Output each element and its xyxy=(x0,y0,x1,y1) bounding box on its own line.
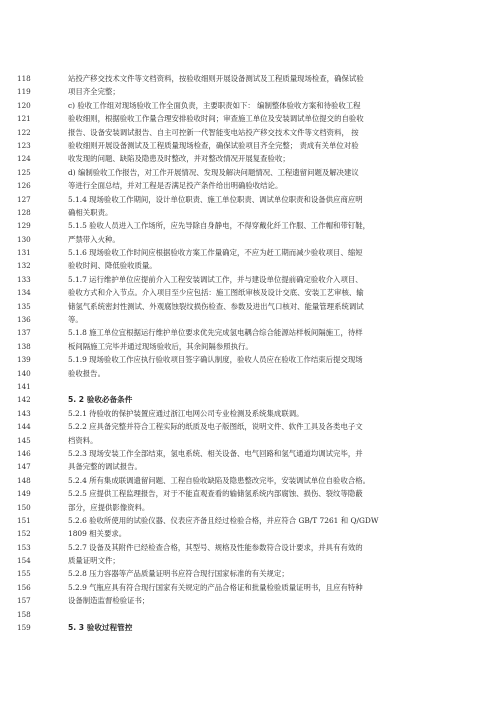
line-number: 151 xyxy=(17,515,31,525)
line-number: 123 xyxy=(17,140,31,150)
line-number: 137 xyxy=(17,328,31,338)
line-number: 125 xyxy=(17,167,31,177)
line-number: 156 xyxy=(17,582,31,592)
line-number: 122 xyxy=(17,127,31,137)
line-text: 验收报告。 xyxy=(68,368,105,378)
line-number: 130 xyxy=(17,234,31,244)
line-text: 5.2.4 所有集成联调遗留问题、工程自验收缺陷及隐患整改完毕，安装调试单位自验收合格。 xyxy=(68,475,371,485)
line-number: 120 xyxy=(17,100,31,110)
line-text: 等。 xyxy=(68,315,83,325)
line-text: c) 验收工作组对现场验收工作全面负责，主要职责如下： 编制整体验收方案和待验收工程 xyxy=(68,100,361,110)
line-number: 141 xyxy=(17,381,31,391)
text-line xyxy=(17,447,448,460)
text-line xyxy=(17,527,448,540)
line-number: 155 xyxy=(17,569,31,579)
line-number: 149 xyxy=(17,489,31,499)
text-line xyxy=(17,434,448,447)
line-text: 验收细则，根据验收工作量合理安排验收时间；审查施工单位及安装调试单位提交的自验收 xyxy=(68,114,364,124)
section-heading: 5. 2 验收必备条件 xyxy=(68,395,133,405)
line-number: 150 xyxy=(17,502,31,512)
text-line xyxy=(17,300,448,313)
line-text: 5.1.9 现场验收工作应执行验收项目签字确认制度，验收人员应在验收工作结束后提交现场 xyxy=(68,355,363,365)
line-text: 确相关职责。 xyxy=(68,207,113,217)
line-number: 121 xyxy=(17,114,31,124)
line-number: 157 xyxy=(17,596,31,606)
line-text: 严禁带入火种。 xyxy=(68,234,120,244)
line-text: 质量证明文件； xyxy=(68,556,120,566)
text-line xyxy=(17,581,448,594)
text-line xyxy=(17,340,448,353)
line-text: 5.1.8 施工单位宜根据运行维护单位要求优先完成氢电耦合综合能源站样板间隔施工，待样 xyxy=(68,328,363,338)
line-number: 146 xyxy=(17,448,31,458)
text-line xyxy=(17,139,448,152)
line-number: 144 xyxy=(17,422,31,432)
line-text: 5.1.6 现场验收工作时间应根据验收方案工作量确定，不应为赶工期而减少验收项目、缩短 xyxy=(68,248,363,258)
text-line xyxy=(17,206,448,219)
section-heading: 5. 3 验收过程管控 xyxy=(68,623,133,633)
text-body xyxy=(17,72,448,634)
line-number: 148 xyxy=(17,475,31,485)
text-line xyxy=(17,193,448,206)
text-line xyxy=(17,112,448,125)
line-number: 154 xyxy=(17,556,31,566)
line-number: 138 xyxy=(17,341,31,351)
text-line xyxy=(17,474,448,487)
line-text: 1809 相关要求。 xyxy=(68,529,127,539)
line-text: 储氢气系统密封性测试、外观腐蚀裂纹损伤检查、参数及进出气口核对、能量管理系统调试 xyxy=(68,301,364,311)
text-line xyxy=(17,420,448,433)
line-number: 139 xyxy=(17,355,31,365)
text-line xyxy=(17,608,448,621)
line-number: 128 xyxy=(17,207,31,217)
text-line xyxy=(17,501,448,514)
text-line xyxy=(17,487,448,500)
line-text: 5.2.2 应具备完整并符合工程实际的纸质及电子版图纸，说明文件、软件工具及各类电子文 xyxy=(68,422,363,432)
line-number: 124 xyxy=(17,154,31,164)
line-text: 5.2.8 压力容器等产品质量证明书应符合现行国家标准的有关规定； xyxy=(68,569,289,579)
line-number: 133 xyxy=(17,274,31,284)
line-number: 136 xyxy=(17,315,31,325)
line-text: 具备完整的调试报告。 xyxy=(68,462,142,472)
text-line xyxy=(17,367,448,380)
line-number: 127 xyxy=(17,194,31,204)
line-text: 5.1.7 运行维护单位应提前介入工程安装调试工作，并与建设单位提前确定验收介入项目、 xyxy=(68,274,363,284)
text-line xyxy=(17,233,448,246)
line-text: 项目齐全完整； xyxy=(68,87,120,97)
line-text: 档资料。 xyxy=(68,435,98,445)
line-number: 142 xyxy=(17,395,31,405)
line-number: 152 xyxy=(17,529,31,539)
text-line xyxy=(17,407,448,420)
text-line xyxy=(17,179,448,192)
section-heading-line xyxy=(17,393,448,406)
text-line xyxy=(17,326,448,339)
line-text: 5.2.6 验收所使用的试验仪器、仪表应齐备且经过检验合格，并应符合 GB/T 7261 和 Q/GDW xyxy=(68,515,379,525)
text-line xyxy=(17,259,448,272)
line-text: 收发现的问题、缺陷及隐患及时整改，并对整改情况开展复查验收； xyxy=(68,154,290,164)
line-number: 134 xyxy=(17,288,31,298)
line-text: 部分，应提供影像资料。 xyxy=(68,502,150,512)
line-number: 159 xyxy=(17,623,31,633)
line-text: 5.1.4 现场验收工作期间，设计单位职责、施工单位职责、调试单位职责和设备供应商应明 xyxy=(68,194,363,204)
text-line xyxy=(17,541,448,554)
line-number: 129 xyxy=(17,221,31,231)
text-line xyxy=(17,514,448,527)
text-line xyxy=(17,166,448,179)
line-text: 等进行全面总结，并对工程是否满足投产条件给出明确验收结论。 xyxy=(68,181,283,191)
text-line xyxy=(17,99,448,112)
text-line xyxy=(17,594,448,607)
line-text: 板间隔施工完毕并通过现场验收后，其余间隔参照执行。 xyxy=(68,341,253,351)
section-heading-line xyxy=(17,621,448,634)
text-line xyxy=(17,353,448,366)
line-number: 119 xyxy=(17,87,31,97)
line-text: 站投产移交技术文件等文档资料，按验收细则开展设备测试及工程质量现场检查，确保试验 xyxy=(68,74,364,83)
line-text: 5.2.5 应提供工程监理报告，对于不能直观查看的输储氢系统内部腐蚀、损伤、裂纹等隐蔽 xyxy=(68,489,363,499)
line-number: 126 xyxy=(17,181,31,191)
text-line xyxy=(17,380,448,393)
text-line xyxy=(17,219,448,232)
line-number: 145 xyxy=(17,435,31,445)
line-text: 5.2.3 现场安装工作全部结束，氢电系统、相关设备、电气回路和氢气通道均调试完毕，并 xyxy=(68,448,363,458)
text-line xyxy=(17,246,448,259)
line-text: 报告、设备安装调试报告、自主可控新一代智能变电站投产移交技术文件等文档资料， 按 xyxy=(68,127,359,137)
line-text: 设备制造监督检验证书； xyxy=(68,596,150,606)
text-line xyxy=(17,152,448,165)
line-text: 5.1.5 验收人员进入工作场所，应先导除自身静电，不得穿戴化纤工作服、工作帽和带钉鞋， xyxy=(68,221,371,231)
line-number: 135 xyxy=(17,301,31,311)
line-text: 5.2.7 设备及其附件已经检查合格，其型号、规格及性能参数符合设计要求，并具有有效的 xyxy=(68,542,363,552)
text-line xyxy=(17,286,448,299)
text-line xyxy=(17,85,448,98)
text-line xyxy=(17,554,448,567)
line-number: 158 xyxy=(17,609,31,619)
line-number: 153 xyxy=(17,542,31,552)
line-number: 147 xyxy=(17,462,31,472)
line-number: 131 xyxy=(17,248,31,258)
text-line xyxy=(17,460,448,473)
text-line xyxy=(17,126,448,139)
text-line xyxy=(17,72,448,85)
line-text: d) 编制验收工作报告，对工作开展情况、发现及解决问题情况、工程遗留问题及解决建议 xyxy=(68,167,359,177)
line-number: 140 xyxy=(17,368,31,378)
line-text: 5.2.9 气瓶应具有符合现行国家有关规定的产品合格证和批量检验质量证明书，且应有特种 xyxy=(68,582,363,592)
line-text: 5.2.1 待验收的保护装置应通过浙江电网公司专业检测及系统集成联调。 xyxy=(68,408,304,418)
line-number: 132 xyxy=(17,261,31,271)
line-number: 143 xyxy=(17,408,31,418)
line-text: 验收时间、降低验收质量。 xyxy=(68,261,157,271)
text-line xyxy=(17,313,448,326)
line-number: 118 xyxy=(17,74,31,83)
line-text: 验收细则开展设备测试及工程质量现场检查，确保试验项目齐全完整； 责成有关单位对验 xyxy=(68,140,359,150)
text-line xyxy=(17,273,448,286)
line-text: 验收方式和介入节点。介入项目至少应包括：施工图纸审核及设计交底、安装工艺审核、输 xyxy=(68,288,364,298)
text-line xyxy=(17,567,448,580)
